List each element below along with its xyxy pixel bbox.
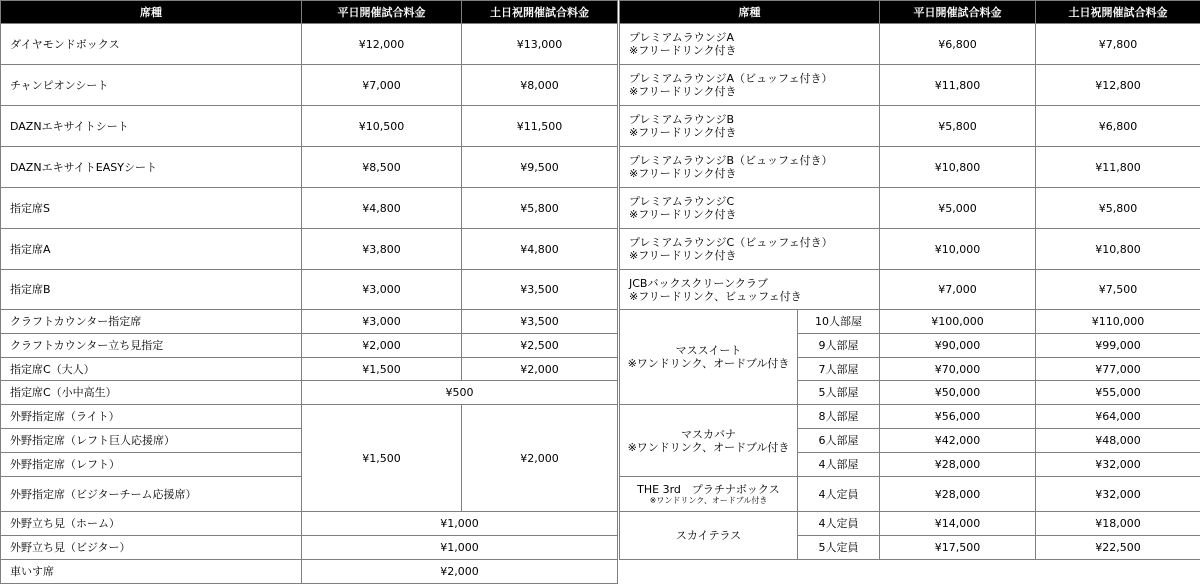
header-weekend-price: 土日祝開催試合料金 xyxy=(462,1,618,24)
weekend-price: ¥2,000 xyxy=(462,358,618,381)
weekday-price: ¥11,800 xyxy=(880,65,1036,106)
right-price-table xyxy=(619,0,1200,560)
room-size: 4人部屋 xyxy=(798,453,880,477)
room-size: 9人部屋 xyxy=(798,334,880,358)
table-row xyxy=(1,188,618,229)
room-size: 5人定員 xyxy=(798,536,880,560)
room-size: 4人定員 xyxy=(798,477,880,512)
weekday-price: ¥50,000 xyxy=(880,381,1036,405)
seat-name: 外野指定席（ライト） xyxy=(1,405,302,429)
seat-name: クラフトカウンター指定席 xyxy=(1,310,302,334)
table-row xyxy=(1,147,618,188)
seat-note: ※ワンドリンク、オードブル付き xyxy=(627,357,790,370)
lounge-cell xyxy=(620,147,880,188)
table-row xyxy=(620,147,1200,188)
seat-name: DAZNエキサイトシート xyxy=(1,106,302,147)
seat-name: 指定席S xyxy=(1,188,302,229)
seat-name: DAZNエキサイトEASYシート xyxy=(1,147,302,188)
table-row xyxy=(620,477,1200,512)
seat-name: スカイテラス xyxy=(620,512,798,560)
weekday-price: ¥10,800 xyxy=(880,147,1036,188)
seat-note: ※ワンドリンク、オードブル付き xyxy=(649,495,768,505)
table-row xyxy=(620,188,1200,229)
seat-name: 外野指定席（レフト） xyxy=(1,453,302,477)
header-seat-type: 席種 xyxy=(1,1,302,24)
header-weekday-price: 平日開催試合料金 xyxy=(302,1,462,24)
room-size: 7人部屋 xyxy=(798,358,880,381)
lounge-cell xyxy=(620,106,880,147)
weekend-price: ¥5,800 xyxy=(1036,188,1200,229)
seat-name: マスカバナ xyxy=(681,427,736,441)
weekday-price: ¥42,000 xyxy=(880,429,1036,453)
seat-name: 指定席C（大人） xyxy=(1,358,302,381)
weekend-price: ¥22,500 xyxy=(1036,536,1200,560)
seat-name: プレミアムラウンジA xyxy=(629,31,735,44)
table-row xyxy=(1,334,618,358)
seat-note: ※フリードリンク付き xyxy=(629,249,737,262)
weekend-price: ¥5,800 xyxy=(462,188,618,229)
table-row xyxy=(1,358,618,381)
seat-note: ※フリードリンク付き xyxy=(629,85,737,98)
mass-suite-cell xyxy=(620,310,798,405)
lounge-cell xyxy=(620,65,880,106)
seat-name: チャンピオンシート xyxy=(1,65,302,106)
lounge-cell xyxy=(620,229,880,270)
seat-name: 指定席C（小中高生） xyxy=(1,381,302,405)
seat-name: ダイヤモンドボックス xyxy=(1,24,302,65)
seat-name: JCBバックスクリーンクラブ xyxy=(629,276,768,290)
seat-name: 車いす席 xyxy=(1,560,302,584)
table-row xyxy=(620,24,1200,65)
table-header-row xyxy=(620,1,1200,24)
table-row xyxy=(1,560,618,584)
table-row xyxy=(1,106,618,147)
weekday-price: ¥6,800 xyxy=(880,24,1036,65)
weekend-price: ¥6,800 xyxy=(1036,106,1200,147)
outfield-weekend-price: ¥2,000 xyxy=(462,405,618,512)
seat-name: クラフトカウンター立ち見指定 xyxy=(1,334,302,358)
seat-name: プレミアムラウンジC（ビュッフェ付き） xyxy=(629,236,833,249)
weekday-price: ¥12,000 xyxy=(302,24,462,65)
weekend-price: ¥3,500 xyxy=(462,310,618,334)
platinum-box-cell xyxy=(620,477,798,512)
seat-name: THE 3rd プラチナボックス xyxy=(637,482,780,496)
weekend-price: ¥8,000 xyxy=(462,65,618,106)
table-header-row xyxy=(1,1,618,24)
outfield-weekday-price: ¥1,500 xyxy=(302,405,462,512)
weekend-price: ¥55,000 xyxy=(1036,381,1200,405)
weekend-price: ¥10,800 xyxy=(1036,229,1200,270)
table-row xyxy=(1,512,618,536)
seat-name: 外野指定席（レフト巨人応援席） xyxy=(1,429,302,453)
flat-price: ¥500 xyxy=(302,381,618,405)
weekday-price: ¥5,800 xyxy=(880,106,1036,147)
flat-price: ¥1,000 xyxy=(302,512,618,536)
seat-name: プレミアムラウンジB（ビュッフェ付き） xyxy=(629,154,833,167)
table-row xyxy=(620,512,1200,536)
room-size: 10人部屋 xyxy=(798,310,880,334)
seat-note: ※フリードリンク付き xyxy=(629,167,737,180)
seat-note: ※ワンドリンク、オードブル付き xyxy=(627,440,790,454)
seat-name: プレミアムラウンジB xyxy=(629,113,735,126)
weekend-price: ¥48,000 xyxy=(1036,429,1200,453)
weekday-price: ¥8,500 xyxy=(302,147,462,188)
header-weekend-price: 土日祝開催試合料金 xyxy=(1036,1,1200,24)
table-row xyxy=(1,65,618,106)
weekend-price: ¥110,000 xyxy=(1036,310,1200,334)
seat-name: マススイート xyxy=(675,344,742,357)
flat-price: ¥1,000 xyxy=(302,536,618,560)
weekend-price: ¥7,500 xyxy=(1036,270,1200,310)
seat-note: ※フリードリンク付き xyxy=(629,208,737,221)
table-row xyxy=(1,536,618,560)
weekend-price: ¥18,000 xyxy=(1036,512,1200,536)
weekday-price: ¥56,000 xyxy=(880,405,1036,429)
seat-note: ※フリードリンク付き xyxy=(629,44,737,57)
weekend-price: ¥9,500 xyxy=(462,147,618,188)
seat-name: プレミアムラウンジA（ビュッフェ付き） xyxy=(629,72,833,85)
weekday-price: ¥14,000 xyxy=(880,512,1036,536)
table-row xyxy=(620,229,1200,270)
table-row xyxy=(1,381,618,405)
flat-price: ¥2,000 xyxy=(302,560,618,584)
seat-name: 指定席A xyxy=(1,229,302,270)
table-row xyxy=(620,65,1200,106)
weekday-price: ¥70,000 xyxy=(880,358,1036,381)
table-row xyxy=(1,405,618,429)
weekday-price: ¥2,000 xyxy=(302,334,462,358)
room-size: 4人定員 xyxy=(798,512,880,536)
seat-note: ※フリードリンク、ビュッフェ付き xyxy=(629,289,802,303)
weekend-price: ¥4,800 xyxy=(462,229,618,270)
weekday-price: ¥7,000 xyxy=(880,270,1036,310)
table-row xyxy=(1,270,618,310)
weekday-price: ¥28,000 xyxy=(880,477,1036,512)
weekday-price: ¥1,500 xyxy=(302,358,462,381)
weekend-price: ¥11,800 xyxy=(1036,147,1200,188)
weekend-price: ¥77,000 xyxy=(1036,358,1200,381)
weekend-price: ¥2,500 xyxy=(462,334,618,358)
seat-note: ※フリードリンク付き xyxy=(629,126,737,139)
header-seat-type: 席種 xyxy=(620,1,880,24)
weekday-price: ¥3,000 xyxy=(302,310,462,334)
room-size: 6人部屋 xyxy=(798,429,880,453)
seat-name: 指定席B xyxy=(1,270,302,310)
room-size: 8人部屋 xyxy=(798,405,880,429)
weekend-price: ¥3,500 xyxy=(462,270,618,310)
lounge-cell xyxy=(620,24,880,65)
weekday-price: ¥10,500 xyxy=(302,106,462,147)
weekday-price: ¥4,800 xyxy=(302,188,462,229)
weekend-price: ¥64,000 xyxy=(1036,405,1200,429)
table-row xyxy=(1,24,618,65)
weekend-price: ¥12,800 xyxy=(1036,65,1200,106)
seat-name: 外野指定席（ビジターチーム応援席） xyxy=(1,477,302,512)
weekday-price: ¥3,800 xyxy=(302,229,462,270)
weekday-price: ¥10,000 xyxy=(880,229,1036,270)
weekend-price: ¥11,500 xyxy=(462,106,618,147)
table-row xyxy=(1,310,618,334)
table-row xyxy=(620,310,1200,334)
weekday-price: ¥5,000 xyxy=(880,188,1036,229)
weekday-price: ¥7,000 xyxy=(302,65,462,106)
lounge-cell xyxy=(620,270,880,310)
weekday-price: ¥3,000 xyxy=(302,270,462,310)
seat-name: 外野立ち見（ホーム） xyxy=(1,512,302,536)
table-row xyxy=(620,405,1200,429)
header-weekday-price: 平日開催試合料金 xyxy=(880,1,1036,24)
table-row xyxy=(1,229,618,270)
weekend-price: ¥7,800 xyxy=(1036,24,1200,65)
weekday-price: ¥17,500 xyxy=(880,536,1036,560)
seat-name: 外野立ち見（ビジター） xyxy=(1,536,302,560)
weekday-price: ¥28,000 xyxy=(880,453,1036,477)
table-row xyxy=(620,270,1200,310)
weekend-price: ¥13,000 xyxy=(462,24,618,65)
weekend-price: ¥32,000 xyxy=(1036,453,1200,477)
room-size: 5人部屋 xyxy=(798,381,880,405)
weekday-price: ¥90,000 xyxy=(880,334,1036,358)
weekday-price: ¥100,000 xyxy=(880,310,1036,334)
lounge-cell xyxy=(620,188,880,229)
seat-name: プレミアムラウンジC xyxy=(629,195,735,208)
weekend-price: ¥32,000 xyxy=(1036,477,1200,512)
table-row xyxy=(620,106,1200,147)
weekend-price: ¥99,000 xyxy=(1036,334,1200,358)
mass-cabana-cell xyxy=(620,405,798,477)
